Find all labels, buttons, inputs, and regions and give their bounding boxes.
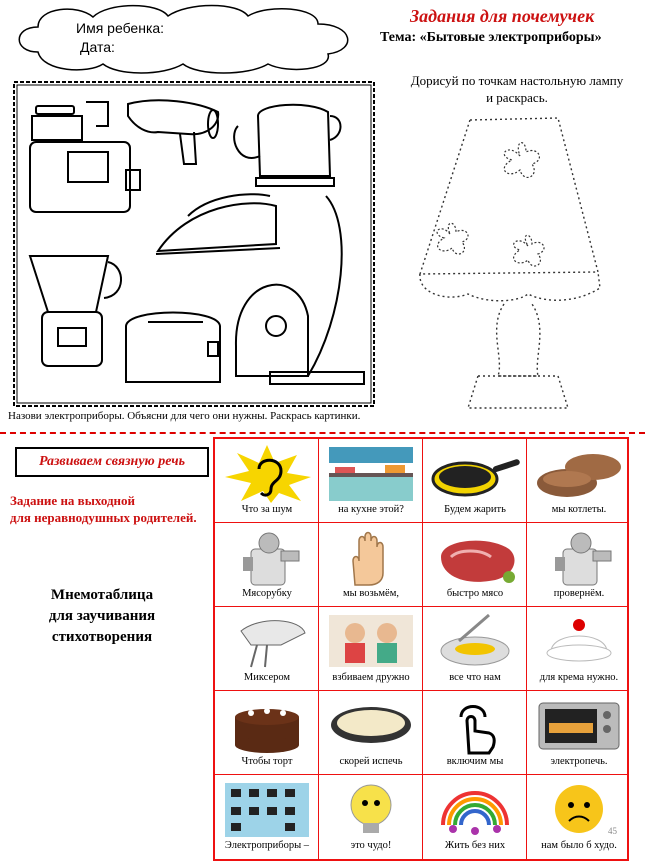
table-cell [215, 607, 319, 691]
cell-caption: нам было б худо. [541, 840, 617, 851]
cell-caption: для крема нужно. [539, 672, 619, 683]
table-cell [423, 439, 527, 523]
table-cell [319, 439, 423, 523]
appliance-symbols-icon [221, 779, 313, 839]
cell-caption: взбиваем дружно [332, 672, 410, 683]
cell-caption: на кухне этой? [338, 504, 404, 515]
mnemo-title-line3: стихотворения [51, 629, 153, 645]
table-cell [423, 775, 527, 859]
table-cell [215, 439, 319, 523]
touch-button-icon [429, 695, 521, 755]
table-cell [527, 439, 631, 523]
section-separator [0, 432, 645, 434]
weekend-task [10, 492, 220, 526]
cell-caption: Мясорубку [242, 588, 292, 599]
table-cell [527, 523, 631, 607]
weekend-task-line1: Задание на выходной [10, 493, 136, 508]
baking-pan-icon [325, 695, 417, 755]
cell-caption: все что нам [449, 672, 501, 683]
frying-pan-icon [429, 443, 521, 503]
page-title: Задания для почемучек [410, 6, 595, 26]
table-cell [319, 691, 423, 775]
table-cell [319, 775, 423, 859]
table-cell [423, 607, 527, 691]
lamp-task-line2: и раскрась. [486, 90, 548, 105]
cell-caption: провернём. [553, 588, 605, 599]
page-number: 45 [608, 826, 617, 836]
appliances-caption: Назови электроприборы. Объясни для чего они нужны. Раскрась картинки. [8, 410, 361, 422]
lamp-task-line1: Дорисуй по точкам настольную лампу [410, 73, 624, 88]
cell-caption: Будем жарить [444, 504, 506, 515]
section-title-box [15, 447, 209, 477]
cell-caption: это чудо! [350, 840, 392, 851]
cell-caption: электропечь. [550, 756, 608, 767]
table-cell [423, 691, 527, 775]
ear-icon [221, 443, 313, 503]
cutlets-icon [533, 443, 625, 503]
cell-caption: мы возьмём, [343, 588, 399, 599]
meat-grinder-icon [221, 527, 313, 587]
table-cell [319, 607, 423, 691]
table-cell [527, 607, 631, 691]
kitchen-icon [325, 443, 417, 503]
mnemonic-table [213, 437, 629, 861]
cell-caption: Электроприборы – [224, 840, 310, 851]
cell-caption: Жить без них [444, 840, 506, 851]
mixer-icon [221, 611, 313, 671]
cell-caption: быстро мясо [446, 588, 504, 599]
table-cell [215, 775, 319, 859]
cream-dessert-icon [533, 611, 625, 671]
cell-caption: Чтобы торт [241, 756, 293, 767]
date-label: Дата: [80, 39, 115, 55]
table-cell [423, 523, 527, 607]
children-baking-icon [325, 611, 417, 671]
weekend-task-line2: для неравнодушных родителей. [10, 510, 197, 525]
table-cell [319, 523, 423, 607]
name-date-cloud [8, 2, 368, 74]
cell-caption: Что за шум [241, 504, 293, 515]
appliances-picture [8, 76, 380, 412]
mnemo-title-line2: для заучивания [48, 608, 156, 624]
oven-icon [533, 695, 625, 755]
meat-grinder-icon [533, 527, 625, 587]
cell-caption: мы котлеты. [551, 504, 607, 515]
table-cell [527, 775, 631, 859]
child-name-label: Имя ребенка: [76, 20, 165, 36]
whisk-bowl-icon [429, 611, 521, 671]
hand-icon [325, 527, 417, 587]
raw-meat-icon [429, 527, 521, 587]
cell-caption: включим мы [446, 756, 504, 767]
mnemo-title-line1: Мнемотаблица [50, 587, 154, 603]
lamp-task [392, 72, 642, 106]
table-cell [527, 691, 631, 775]
cell-caption: Миксером [243, 672, 291, 683]
section-title: Развиваем связную речь [38, 454, 186, 469]
cake-icon [221, 695, 313, 755]
table-cell [215, 691, 319, 775]
rainbow-people-icon [429, 779, 521, 839]
cell-caption: скорей испечь [339, 756, 403, 767]
page-topic: Тема: «Бытовые электроприборы» [380, 30, 602, 45]
light-bulb-icon [325, 779, 417, 839]
table-cell [215, 523, 319, 607]
mnemo-title [12, 585, 192, 648]
dotted-lamp-picture [408, 108, 628, 424]
